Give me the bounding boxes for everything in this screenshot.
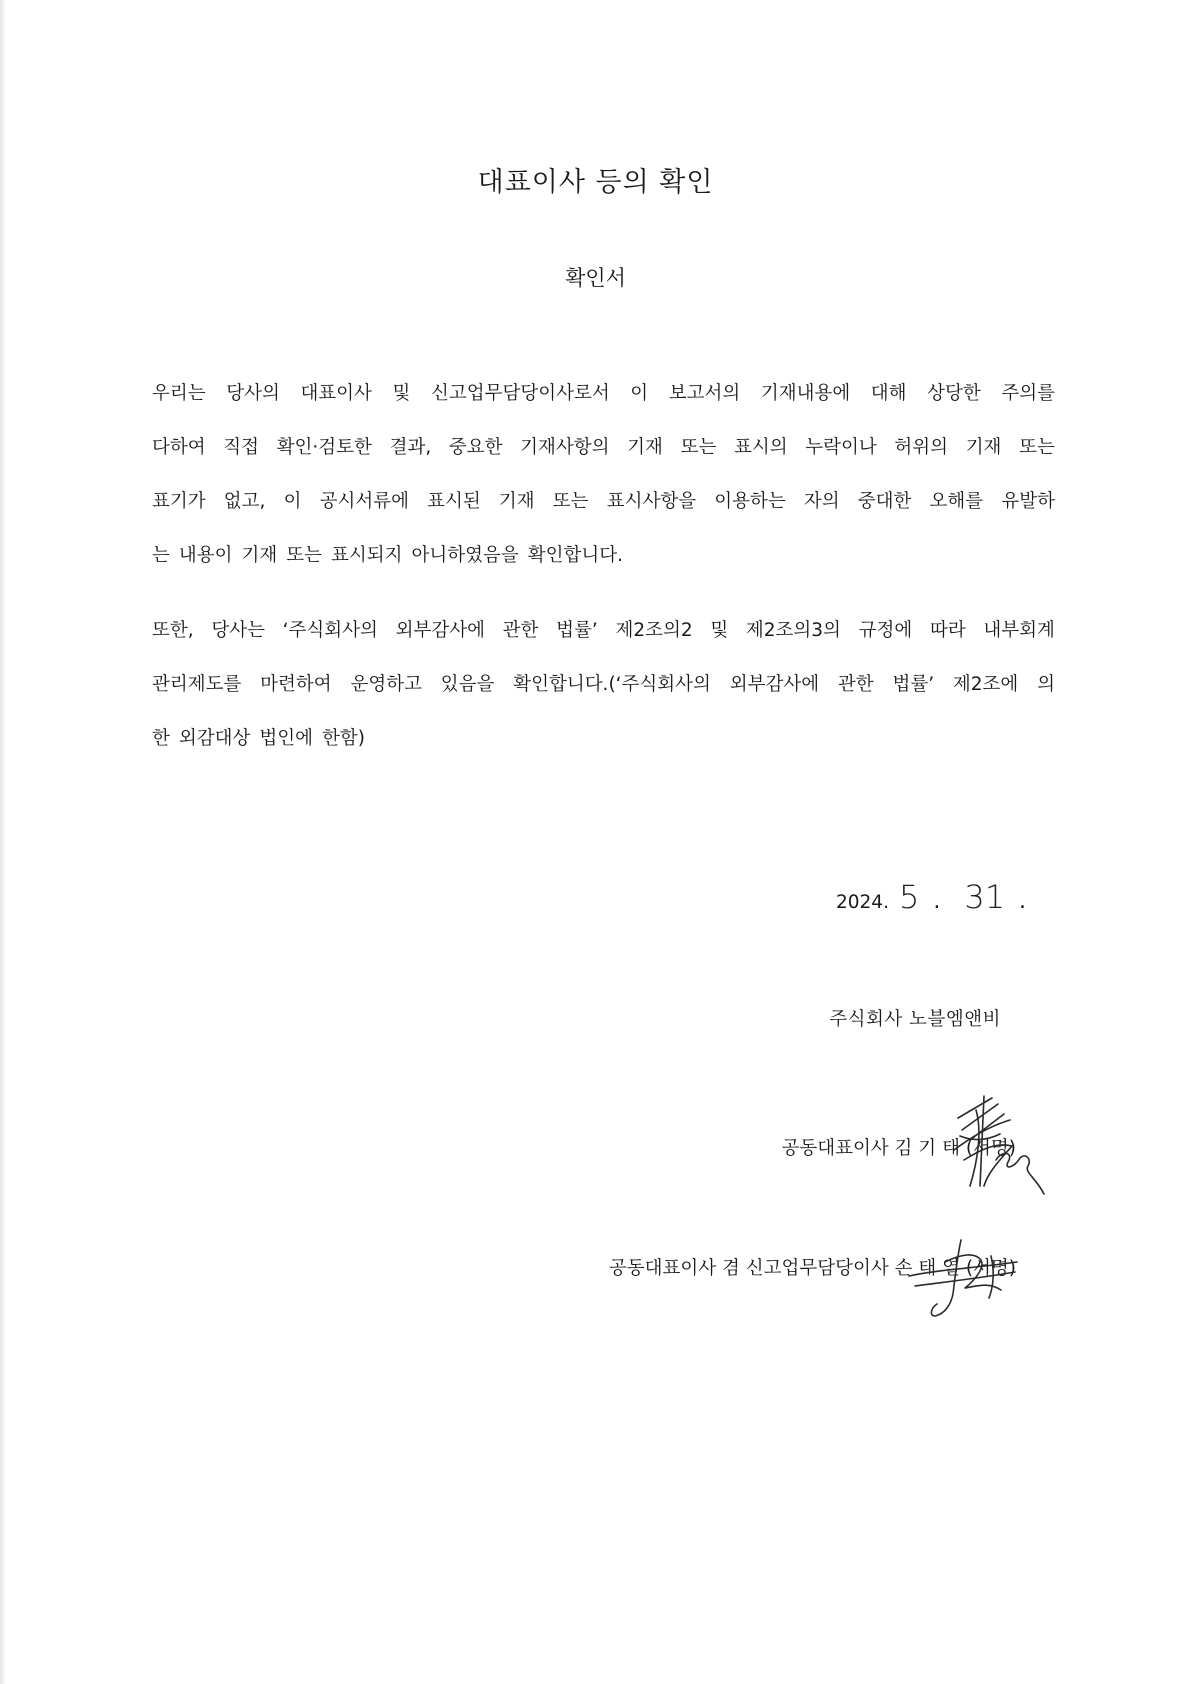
word: 유발하 bbox=[1001, 491, 1055, 512]
word: ‘주식회사의 bbox=[282, 620, 378, 641]
word: 아니하였음을 bbox=[411, 545, 519, 566]
word: 또는 bbox=[552, 491, 589, 512]
signature-kim-icon bbox=[940, 1090, 1050, 1200]
date-month-handwritten: 5 bbox=[898, 878, 920, 916]
word: 관리제도를 bbox=[152, 674, 242, 695]
confirmation-paragraph-2 bbox=[152, 604, 1055, 766]
word: 대해 bbox=[870, 383, 907, 404]
word: 는 bbox=[152, 545, 170, 566]
signer-ceo-son: 공동대표이사 겸 신고업무담당이사 손 태 열 (서명) bbox=[608, 1258, 1016, 1279]
signing-date bbox=[836, 878, 1040, 916]
signature-son-icon bbox=[905, 1232, 1025, 1322]
word: 이 bbox=[630, 383, 649, 404]
scan-edge-shadow bbox=[0, 0, 6, 1684]
word: 기재내용에 bbox=[760, 383, 851, 404]
word: 신고업무담당이사로서 bbox=[430, 383, 610, 404]
company-name: 주식회사 노블엠앤비 bbox=[829, 1009, 1001, 1030]
word: 직접 bbox=[223, 437, 260, 458]
word: 및 bbox=[392, 383, 411, 404]
word: 표기가 bbox=[152, 491, 206, 512]
word: 또는 bbox=[1019, 437, 1055, 458]
word: 확인·검토한 bbox=[276, 437, 372, 458]
paragraph-line bbox=[152, 367, 1055, 421]
word: 법률’ bbox=[556, 620, 598, 641]
paragraph-line bbox=[152, 475, 1055, 529]
paragraph-line bbox=[152, 712, 1055, 766]
word: 제2조에 bbox=[952, 674, 1019, 695]
word: 운영하고 bbox=[350, 674, 422, 695]
word: 표시된 bbox=[427, 491, 481, 512]
word: 누락이나 bbox=[805, 437, 877, 458]
document-subtitle: 확인서 bbox=[565, 266, 626, 290]
word: 외부감사에 bbox=[395, 620, 485, 641]
word: 기재사항의 bbox=[520, 437, 610, 458]
word: 외부감사에 bbox=[729, 674, 820, 695]
word: 또한, bbox=[152, 620, 194, 641]
word: 상당한 bbox=[927, 383, 981, 404]
word: 중요한 bbox=[448, 437, 503, 458]
word: 외감대상 bbox=[178, 728, 251, 749]
word: 한함) bbox=[321, 728, 365, 749]
word: 제2조의3의 bbox=[745, 620, 841, 641]
date-day-handwritten: 31 bbox=[964, 878, 1006, 916]
word: 당사는 bbox=[211, 620, 265, 641]
word: 있음을 bbox=[440, 674, 495, 695]
word: 오해를 bbox=[929, 491, 984, 512]
word: 없고, bbox=[223, 491, 266, 512]
word: 규정에 bbox=[858, 620, 913, 641]
word: 관한 bbox=[837, 674, 874, 695]
word: 한 bbox=[152, 728, 170, 749]
word: 및 bbox=[710, 620, 729, 641]
word: 우리는 bbox=[152, 383, 206, 404]
paragraph-line bbox=[152, 421, 1055, 475]
date-separator: . bbox=[933, 889, 941, 914]
signer-ceo-kim: 공동대표이사 김 기 태 (서명) bbox=[781, 1138, 1016, 1159]
word: 허위의 bbox=[894, 437, 949, 458]
word: 표시되지 bbox=[331, 545, 403, 566]
word: 내용이 bbox=[178, 545, 233, 566]
word: 기재 bbox=[965, 437, 1002, 458]
word: 기재 bbox=[498, 491, 535, 512]
word: 내부회계 bbox=[983, 620, 1055, 641]
word: 결과, bbox=[389, 437, 432, 458]
word: 공시서류에 bbox=[319, 491, 409, 512]
paragraph-line bbox=[152, 604, 1055, 658]
paragraph-line bbox=[152, 658, 1055, 712]
word: 다하여 bbox=[152, 437, 206, 458]
word: 표시사항을 bbox=[606, 491, 697, 512]
word: 대표이사 bbox=[300, 383, 372, 404]
word: 확인합니다.(‘주식회사의 bbox=[513, 674, 711, 695]
word: 따라 bbox=[929, 620, 966, 641]
word: 제2조의2 bbox=[615, 620, 693, 641]
word: 기재 bbox=[627, 437, 663, 458]
date-end: . bbox=[1019, 889, 1027, 914]
word: 이 bbox=[283, 491, 302, 512]
word: 관한 bbox=[502, 620, 539, 641]
word: 법인에 bbox=[259, 728, 313, 749]
word: 확인합니다. bbox=[527, 545, 623, 566]
word: 마련하여 bbox=[260, 674, 332, 695]
word: 또는 bbox=[680, 437, 717, 458]
confirmation-paragraph-1 bbox=[152, 367, 1055, 583]
word: 중대한 bbox=[857, 491, 912, 512]
word: 이용하는 bbox=[714, 491, 786, 512]
word: 표시의 bbox=[733, 437, 788, 458]
word: 자의 bbox=[803, 491, 840, 512]
document-title: 대표이사 등의 확인 bbox=[477, 167, 714, 198]
word: 당사의 bbox=[226, 383, 280, 404]
word: 보고서의 bbox=[668, 383, 741, 404]
paragraph-line bbox=[152, 529, 1055, 583]
word: 법률’ bbox=[892, 674, 935, 695]
word: 의 bbox=[1037, 674, 1055, 695]
date-year: 2024. bbox=[836, 892, 889, 913]
word: 또는 bbox=[286, 545, 322, 566]
word: 기재 bbox=[241, 545, 278, 566]
word: 주의를 bbox=[1001, 383, 1055, 404]
